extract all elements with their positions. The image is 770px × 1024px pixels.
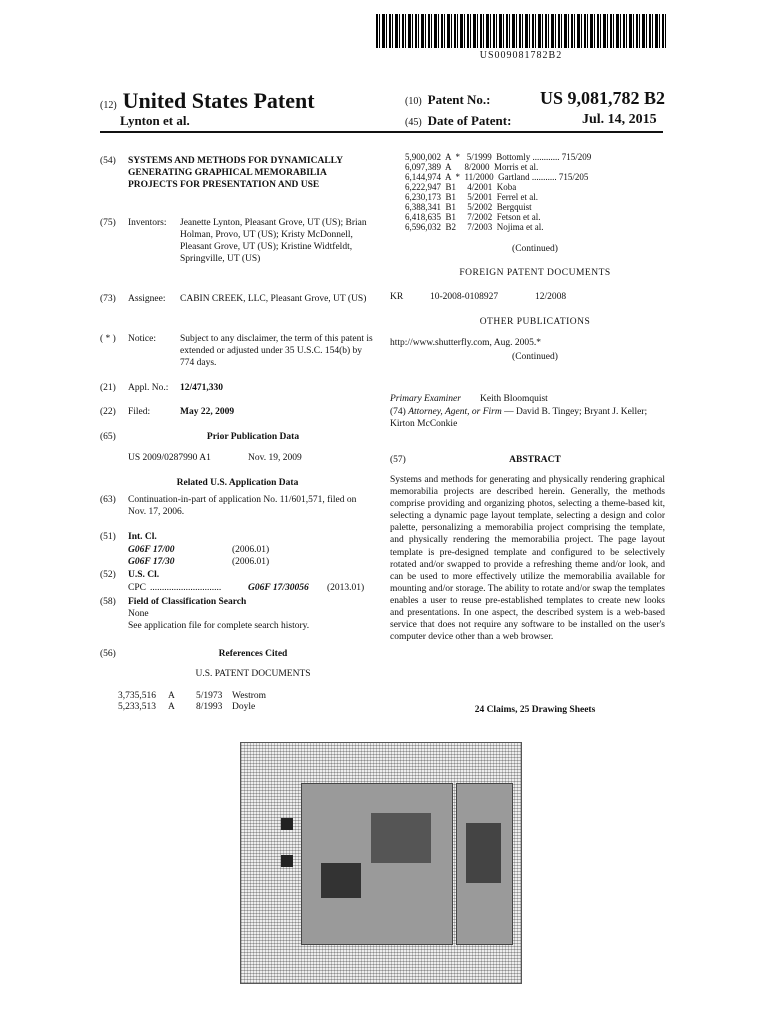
refs-code: (56) <box>100 649 116 659</box>
ref-row: 6,144,974 A * 11/2000 Gartland ........... 715/205 <box>405 172 589 182</box>
filed-code: (22) <box>100 407 116 417</box>
uscl-code: (52) <box>100 570 116 580</box>
refs-heading: References Cited <box>218 649 288 659</box>
foreign-date: 12/2008 <box>535 292 567 302</box>
patent-date: Jul. 14, 2015 <box>582 112 657 127</box>
field-note: See application file for complete search history. <box>128 621 310 631</box>
header-divider <box>100 131 663 133</box>
refs-continued: (Continued) <box>512 244 558 254</box>
other-pubs-heading: OTHER PUBLICATIONS <box>479 317 591 327</box>
attorney-label: Attorney, Agent, or Firm <box>408 407 502 417</box>
field-label: Field of Classification Search <box>128 597 247 607</box>
related-heading: Related U.S. Application Data <box>176 478 299 488</box>
prior-pub-number: US 2009/0287990 A1 <box>128 453 211 463</box>
prior-pub-date: Nov. 19, 2009 <box>248 453 302 463</box>
abstract-text: Systems and methods for generating and physically rendering graphical memorabilia projects are described herein. Generally, the methods comprise providing and organizing photos, selecting a theme-based kit, selecting a dynamic page layout template, selecting a design and color palette, personalizing a memorabilia project comprising the template, and physically rendering the memorabilia project. The page layout template is pre-designed template and configured to be selectively rotated and/or swapped to provide a refreshing theme and/or look, and can be used to more effectively utilize the memorabilia available for mounting and/or storage. The ability to rotate and/or swap the templates enables a user to reuse pre-established templates to create new looks and presentations. In one aspect, the described system is a web-based service that does not require any software to be installed on the user's computer device other than a web browser. <box>390 475 665 643</box>
barcode <box>376 14 666 48</box>
us-ref-1-kind: A <box>168 691 175 701</box>
foreign-number: 10-2008-0108927 <box>430 292 499 302</box>
intcl-year-1: (2006.01) <box>232 545 270 555</box>
examiner-label: Primary Examiner <box>390 394 461 404</box>
continuation-code: (63) <box>100 495 116 505</box>
cpc-leader: .............................. <box>150 583 222 593</box>
title-text: United States Patent <box>122 88 315 113</box>
foreign-heading: FOREIGN PATENT DOCUMENTS <box>459 268 611 278</box>
us-docs-heading: U.S. PATENT DOCUMENTS <box>195 669 311 679</box>
drawing-swatch <box>281 855 293 867</box>
invention-title: SYSTEMS AND METHODS FOR DYNAMICALLY GENERATING GRAPHICAL MEMORABILIA PROJECTS FOR PRESENTATION AND USE <box>128 156 343 190</box>
us-ref-2-name: Doyle <box>232 702 256 712</box>
inventors-code: (75) <box>100 218 116 228</box>
foreign-country: KR <box>390 292 404 302</box>
cpc-year: (2013.01) <box>327 583 365 593</box>
cpc-label: CPC <box>128 583 146 593</box>
assignee-label: Assignee: <box>128 294 166 304</box>
notice-code: ( * ) <box>100 334 116 344</box>
drawing-photo <box>371 813 431 863</box>
document-title <box>100 88 315 114</box>
attorney-names: — David B. Tingey; Bryant J. Keller; Kirton McConkie <box>390 407 648 429</box>
ref-row: 5,900,002 A * 5/1999 Bottomly ............ 715/209 <box>405 152 592 162</box>
us-ref-2-kind: A <box>168 702 175 712</box>
patent-no-label-row <box>405 92 491 108</box>
field-code: (58) <box>100 597 116 607</box>
appl-number: 12/471,330 <box>180 383 224 393</box>
patent-number: US 9,081,782 B2 <box>540 88 666 108</box>
authors: Lynton et al. <box>120 113 190 128</box>
title-code: (12) <box>100 100 117 111</box>
us-ref-1-number: 3,735,516 <box>118 691 156 701</box>
date-label: Date of Patent: <box>427 113 512 128</box>
us-ref-1-date: 5/1973 <box>196 691 223 701</box>
filed-date: May 22, 2009 <box>180 407 235 417</box>
cpc-class: G06F 17/30056 <box>248 583 309 593</box>
ref-row: 6,418,635 B1 7/2002 Fetson et al. <box>405 212 541 222</box>
date-code: (45) <box>405 117 422 128</box>
prior-pub-heading: Prior Publication Data <box>206 432 300 442</box>
uscl-label: U.S. Cl. <box>128 570 160 580</box>
other-pub: http://www.shutterfly.com, Aug. 2005.* <box>390 338 542 348</box>
abstract-code: (57) <box>390 455 406 465</box>
us-ref-2-date: 8/1993 <box>196 702 223 712</box>
barcode-number: US009081782B2 <box>479 50 563 61</box>
ref-row: 6,230,173 B1 5/2001 Ferrel et al. <box>405 192 538 202</box>
date-label-row <box>405 113 511 129</box>
drawing-photo <box>466 823 501 883</box>
title-code-54: (54) <box>100 156 116 166</box>
intcl-code: (51) <box>100 532 116 542</box>
ref-row: 6,596,032 B2 7/2003 Nojima et al. <box>405 222 544 232</box>
examiner-name: Keith Bloomquist <box>480 394 548 404</box>
intcl-year-2: (2006.01) <box>232 557 270 567</box>
drawing-swatch <box>281 818 293 830</box>
intcl-class-2: G06F 17/30 <box>128 557 175 567</box>
inventors-label: Inventors: <box>128 218 167 228</box>
filed-label: Filed: <box>128 407 151 417</box>
other-continued: (Continued) <box>512 352 558 362</box>
us-ref-1-name: Westrom <box>232 691 267 701</box>
drawing-photo <box>321 863 361 898</box>
intcl-label: Int. Cl. <box>128 532 157 542</box>
us-ref-2-number: 5,233,513 <box>118 702 156 712</box>
representative-drawing <box>240 742 522 984</box>
attorney <box>390 406 665 430</box>
intcl-class-1: G06F 17/00 <box>128 545 175 555</box>
assignee-code: (73) <box>100 294 116 304</box>
patent-no-code: (10) <box>405 96 422 107</box>
prior-code: (65) <box>100 432 116 442</box>
claims-summary: 24 Claims, 25 Drawing Sheets <box>474 705 596 715</box>
inventors-value: Jeanette Lynton, Pleasant Grove, UT (US); Brian Holman, Provo, UT (US); Kristy McDonnell, Pleasant Grove, UT (US); Kristine Widtfeldt, Springville, UT (US) <box>180 218 367 264</box>
abstract-heading: ABSTRACT <box>509 455 561 465</box>
ref-row: 6,388,341 B1 5/2002 Bergquist <box>405 202 532 212</box>
notice-value: Subject to any disclaimer, the term of this patent is extended or adjusted under 35 U.S.C. 154(b) by 774 days. <box>180 334 373 368</box>
appl-label: Appl. No.: <box>128 383 169 393</box>
assignee-value: CABIN CREEK, LLC, Pleasant Grove, UT (US) <box>180 294 367 304</box>
continuation-text: Continuation-in-part of application No. 11/601,571, filed on Nov. 17, 2006. <box>128 495 357 517</box>
appl-code: (21) <box>100 383 116 393</box>
ref-row: 6,222,947 B1 4/2001 Koba <box>405 182 517 192</box>
notice-label: Notice: <box>128 334 156 344</box>
ref-row: 6,097,389 A 8/2000 Morris et al. <box>405 162 539 172</box>
patent-no-label: Patent No.: <box>427 92 491 107</box>
attorney-code: (74) <box>390 407 406 417</box>
field-none: None <box>128 609 149 619</box>
